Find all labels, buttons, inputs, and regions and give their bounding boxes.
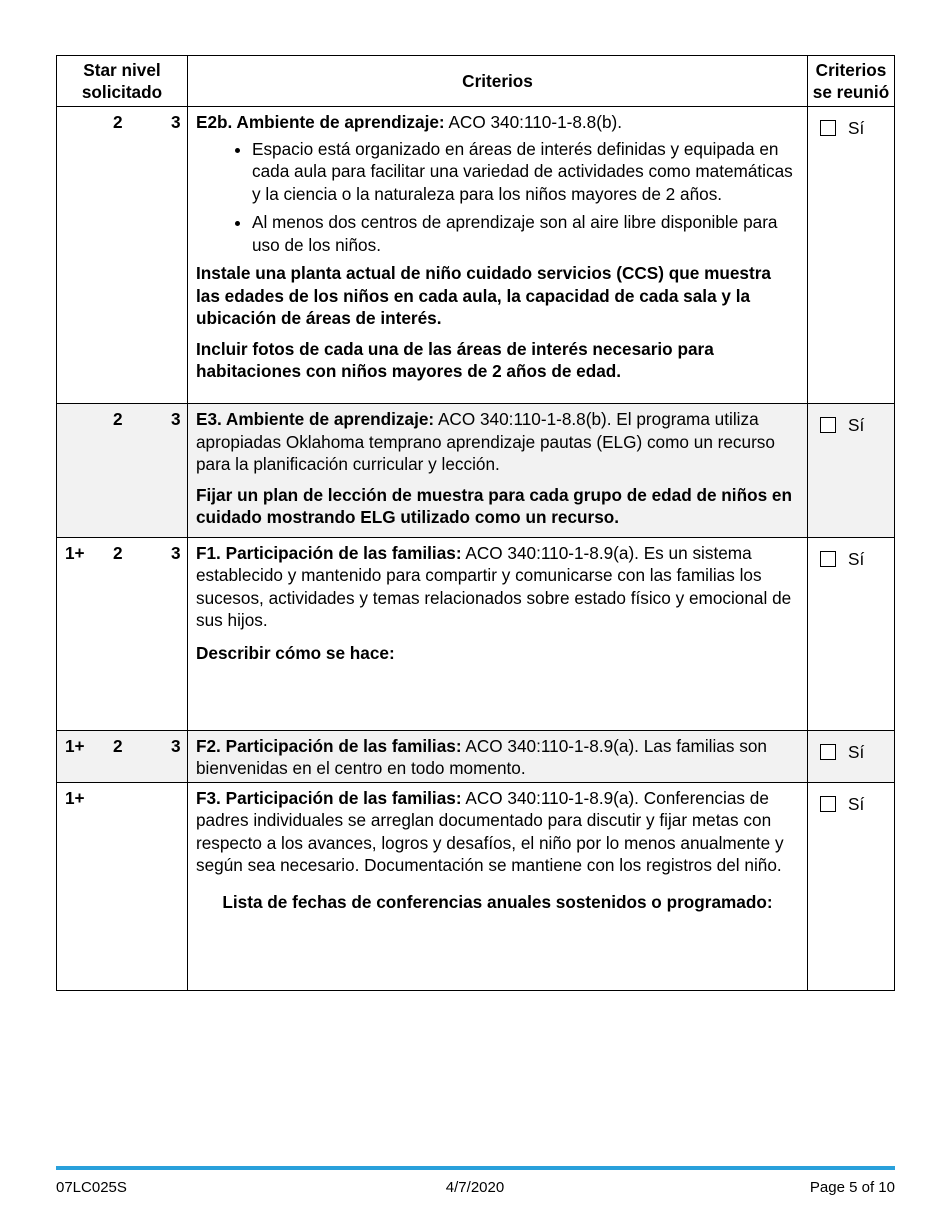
star-1: 1+ — [65, 787, 85, 808]
table-row — [57, 107, 895, 404]
star-3: 3 — [171, 735, 181, 756]
criteria-cell — [188, 404, 808, 538]
star-levels — [57, 107, 188, 404]
criteria-bullets — [196, 138, 799, 257]
criteria-met-cell — [808, 782, 895, 990]
bullet-item: • Espacio está organizado en áreas de interés definidas y equipada en cada aula para facilitar una variedad de actividades como matemáticas y la ciencia o la naturaleza para los niños mayores de 2 años. — [252, 138, 799, 206]
yes-checkbox[interactable] — [820, 417, 836, 433]
criteria-met-cell — [808, 404, 895, 538]
criteria-title: F2. Participación de las familias: — [196, 735, 462, 756]
star-levels — [57, 404, 188, 538]
criteria-cell — [188, 107, 808, 404]
criteria-met-cell — [808, 730, 895, 782]
criteria-instruction: Incluir fotos de cada una de las áreas de interés necesario para habitaciones con niños mayores de 2 años de edad. — [196, 338, 714, 381]
criteria-cell — [188, 537, 808, 730]
star-2: 2 — [113, 735, 123, 756]
yes-checkbox[interactable] — [820, 796, 836, 812]
yes-checkbox[interactable] — [820, 744, 836, 760]
table-row — [57, 404, 895, 538]
criteria-instruction: Fijar un plan de lección de muestra para cada grupo de edad de niños en cuidado mostrando ELG utilizado como un recurso. — [196, 484, 792, 527]
yes-label: Sí — [848, 415, 865, 435]
criteria-title: F1. Participación de las familias: — [196, 542, 462, 563]
star-3: 3 — [171, 542, 181, 563]
star-2: 2 — [113, 112, 123, 132]
star-1: 1+ — [65, 542, 85, 563]
criteria-met-cell — [808, 107, 895, 404]
criteria-cell — [188, 782, 808, 990]
criteria-cell — [188, 730, 808, 782]
star-2: 2 — [113, 409, 123, 429]
criteria-text: ACO 340:110-1-8.9(a). Conferencias de padres individuales se arreglan documentado para discutir y fijar metas con respecto a los avances, logros y desafíos, el niño por lo menos anualmente y según sea necesario. Documentación se mantiene con los registros del niño. — [196, 787, 784, 875]
yes-label: Sí — [848, 548, 865, 569]
header-criteria: Criterios — [188, 56, 808, 107]
yes-label: Sí — [848, 118, 865, 138]
criteria-title: E3. Ambiente de aprendizaje: — [196, 409, 435, 429]
yes-label: Sí — [848, 741, 865, 762]
criteria-instruction: Lista de fechas de conferencias anuales sostenidos o programado: — [222, 891, 773, 912]
criteria-text: ACO 340:110-1-8.9(a). Es un sistema establecido y mantenido para compartir y comunicarse con las familias los sucesos, actividades y temas relacionados sobre estado físico y emocional de sus hijos. — [196, 542, 792, 630]
star-levels — [57, 537, 188, 730]
star-levels — [57, 730, 188, 782]
criteria-met-cell — [808, 537, 895, 730]
criteria-instruction: Instale una planta actual de niño cuidado servicios (CCS) que muestra las edades de los niños en cada aula, la capacidad de cada sala y la ubicación de áreas de interés. — [196, 263, 771, 328]
criteria-instruction: Describir cómo se hace: — [196, 642, 395, 663]
table-header-row — [57, 56, 895, 107]
criteria-text: ACO 340:110-1-8.9(a). Las familias son bienvenidas en el centro en todo momento. — [196, 735, 767, 778]
criteria-text: ACO 340:110-1-8.8(b). El programa utiliza apropiadas Oklahoma temprano aprendizaje pautas (ELG) como un recurso para la planificación curricular y lección. — [196, 409, 775, 474]
form-date: 4/7/2020 — [445, 1179, 505, 1196]
table-row — [57, 730, 895, 782]
table-row — [57, 537, 895, 730]
criteria-table — [56, 55, 895, 991]
star-2: 2 — [113, 542, 123, 563]
table-row — [57, 782, 895, 990]
form-code: 07LC025S — [56, 1179, 127, 1196]
header-star-level: Star nivel solicitado — [57, 56, 188, 107]
yes-label: Sí — [848, 793, 865, 814]
star-levels — [57, 782, 188, 990]
footer-divider — [56, 1166, 895, 1170]
yes-checkbox[interactable] — [820, 120, 836, 136]
bullet-item: • Al menos dos centros de aprendizaje son al aire libre disponible para uso de los niños. — [252, 211, 799, 256]
header-criteria-met: Criterios se reunió — [808, 56, 895, 107]
criteria-title: E2b. Ambiente de aprendizaje: — [196, 112, 445, 132]
yes-checkbox[interactable] — [820, 551, 836, 567]
star-3: 3 — [171, 409, 181, 429]
criteria-text: ACO 340:110-1-8.8(b). — [444, 112, 623, 132]
page-number: Page 5 of 10 — [809, 1179, 895, 1196]
star-3: 3 — [171, 112, 181, 132]
criteria-title: F3. Participación de las familias: — [196, 787, 462, 808]
star-1: 1+ — [65, 735, 85, 756]
